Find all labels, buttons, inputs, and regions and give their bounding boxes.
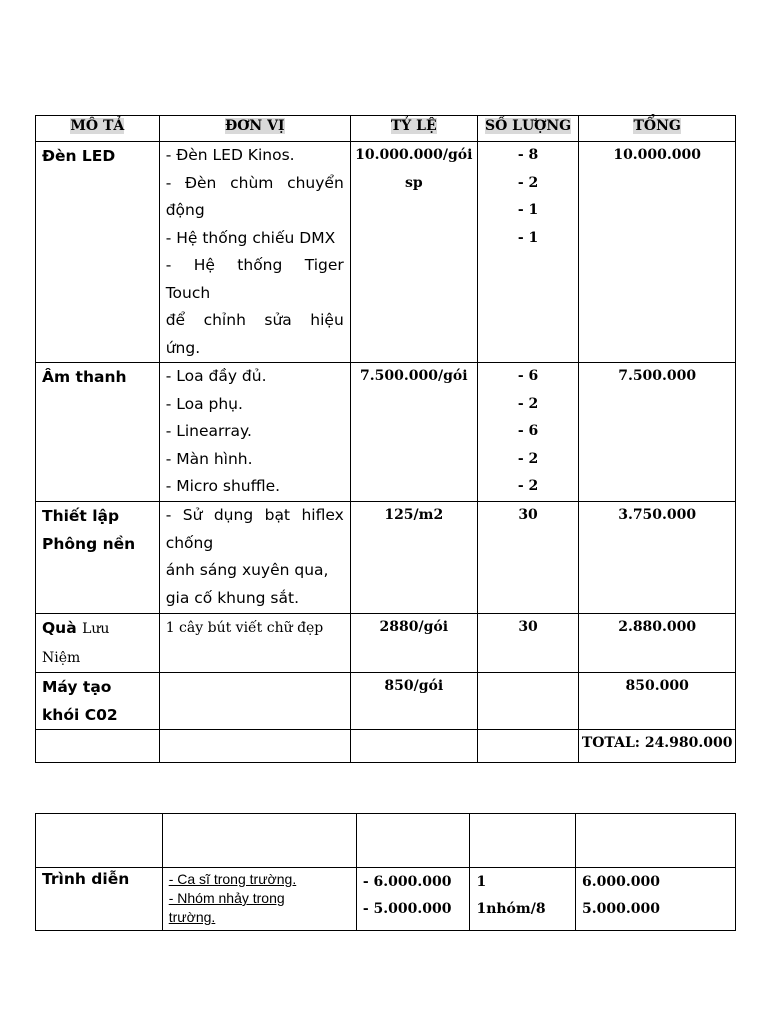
performance-qty-line: 1 — [476, 874, 487, 890]
sound-unit-line: - Loa đầy đủ. — [165, 367, 267, 385]
led-unit-line: ứng. — [165, 338, 201, 357]
gift-unit — [159, 614, 350, 673]
led-description: Đèn LED — [36, 142, 160, 363]
gift-desc-c: Niệm — [42, 650, 81, 666]
background-unit-line: gia cố khung sắt. — [165, 588, 299, 607]
table-header-row — [36, 116, 736, 142]
table-row-performance — [36, 868, 736, 931]
background-desc-line: Phông nền — [42, 535, 136, 553]
empty-cell — [576, 814, 736, 868]
performance-total-line: 6.000.000 — [582, 874, 660, 890]
performance-unit — [162, 868, 356, 931]
led-unit-line: - Hệ thống Tiger — [165, 256, 344, 274]
header-total: TỔNG — [579, 116, 736, 142]
led-unit-line: để chỉnh sửa hiệu — [165, 311, 344, 329]
led-unit-line: - Đèn LED Kinos. — [165, 146, 295, 164]
sound-qty-line: - 6 — [517, 368, 539, 384]
table-row-sound — [36, 363, 736, 502]
sound-unit-line: - Micro shuffle. — [165, 477, 281, 495]
background-quantity: 30 — [477, 502, 579, 614]
empty-cell — [162, 814, 356, 868]
led-unit — [159, 142, 350, 363]
header-quantity: SỐ LƯỢNG — [477, 116, 579, 142]
performance-rate-line: - 6.000.000 — [362, 874, 452, 890]
smoke-unit — [159, 673, 350, 730]
led-qty-line: - 2 — [517, 174, 539, 191]
budget-table — [35, 115, 736, 763]
performance-unit-line: - Ca sĩ trong trường. — [168, 871, 297, 887]
gift-description — [36, 614, 160, 673]
sound-unit — [159, 363, 350, 502]
led-unit-line: - Đèn chùm chuyển — [165, 173, 344, 192]
led-rate-line: 10.000.000/gói — [355, 147, 473, 163]
sound-qty-line: - 2 — [517, 395, 539, 412]
performance-unit-line: trường. — [168, 909, 216, 925]
total-empty-cell — [36, 730, 160, 763]
total-empty-cell — [350, 730, 477, 763]
led-qty-line: - 1 — [517, 202, 539, 218]
sound-total: 7.500.000 — [579, 363, 736, 502]
led-rate-line: sp — [404, 174, 423, 191]
header-rate: TỶ LỆ — [350, 116, 477, 142]
header-description: MÔ TẢ — [36, 116, 160, 142]
gift-desc-a: Quà — [42, 619, 77, 637]
empty-cell — [356, 814, 470, 868]
gift-rate: 2880/gói — [350, 614, 477, 673]
show-empty-row — [36, 814, 736, 868]
table-row-gift — [36, 614, 736, 673]
gift-total: 2.880.000 — [579, 614, 736, 673]
led-unit-line: - Hệ thống chiếu DMX — [165, 228, 336, 247]
performance-qty-line: 1nhóm/8 — [476, 901, 546, 917]
background-description — [36, 502, 160, 614]
performance-total — [576, 868, 736, 931]
total-empty-cell — [477, 730, 579, 763]
led-unit-line: động — [165, 201, 205, 219]
led-qty-line: - 1 — [517, 229, 539, 246]
sound-unit-line: - Màn hình. — [165, 449, 253, 468]
smoke-total: 850.000 — [579, 673, 736, 730]
header-unit: ĐƠN VỊ — [159, 116, 350, 142]
background-unit-line: ánh sáng xuyên qua, — [165, 561, 329, 579]
led-unit-line: Touch — [165, 283, 211, 302]
sound-rate: 7.500.000/gói — [350, 363, 477, 502]
table-row-background — [36, 502, 736, 614]
sound-unit-line: - Loa phụ. — [165, 394, 243, 413]
background-desc-line: Thiết lập — [42, 507, 120, 525]
background-unit-line: chống — [165, 533, 214, 552]
empty-cell — [470, 814, 576, 868]
background-unit — [159, 502, 350, 614]
sound-qty-line: - 2 — [517, 478, 539, 494]
led-quantity — [477, 142, 579, 363]
sound-unit-line: - Linearray. — [165, 422, 252, 440]
gift-quantity: 30 — [477, 614, 579, 673]
show-table — [35, 813, 736, 931]
sound-qty-line: - 6 — [517, 423, 539, 439]
grand-total: TOTAL: 24.980.000 — [579, 730, 736, 763]
smoke-description — [36, 673, 160, 730]
background-unit-line: - Sử dụng bạt hiflex — [165, 506, 344, 524]
led-total: 10.000.000 — [579, 142, 736, 363]
smoke-quantity — [477, 673, 579, 730]
background-total: 3.750.000 — [579, 502, 736, 614]
table-row-smoke-machine — [36, 673, 736, 730]
gift-unit-text: 1 cây bút viết chữ đẹp — [165, 620, 324, 636]
smoke-desc-line: khói C02 — [42, 706, 118, 724]
performance-description: Trình diễn — [36, 868, 163, 931]
empty-cell — [36, 814, 163, 868]
performance-unit-line: - Nhóm nhảy trong — [168, 890, 285, 906]
smoke-desc-line: Máy tạo — [42, 678, 112, 696]
led-rate — [350, 142, 477, 363]
performance-total-line: 5.000.000 — [582, 901, 660, 917]
performance-quantity — [470, 868, 576, 931]
led-qty-line: - 8 — [517, 147, 539, 163]
sound-description: Âm thanh — [36, 363, 160, 502]
total-empty-cell — [159, 730, 350, 763]
performance-rate-line: - 5.000.000 — [362, 901, 452, 917]
background-rate: 125/m2 — [350, 502, 477, 614]
table-row-led — [36, 142, 736, 363]
performance-rate — [356, 868, 470, 931]
sound-quantity — [477, 363, 579, 502]
table-row-total — [36, 730, 736, 763]
gift-desc-b: Lưu — [82, 621, 110, 637]
sound-qty-line: - 2 — [517, 450, 539, 467]
smoke-rate: 850/gói — [350, 673, 477, 730]
